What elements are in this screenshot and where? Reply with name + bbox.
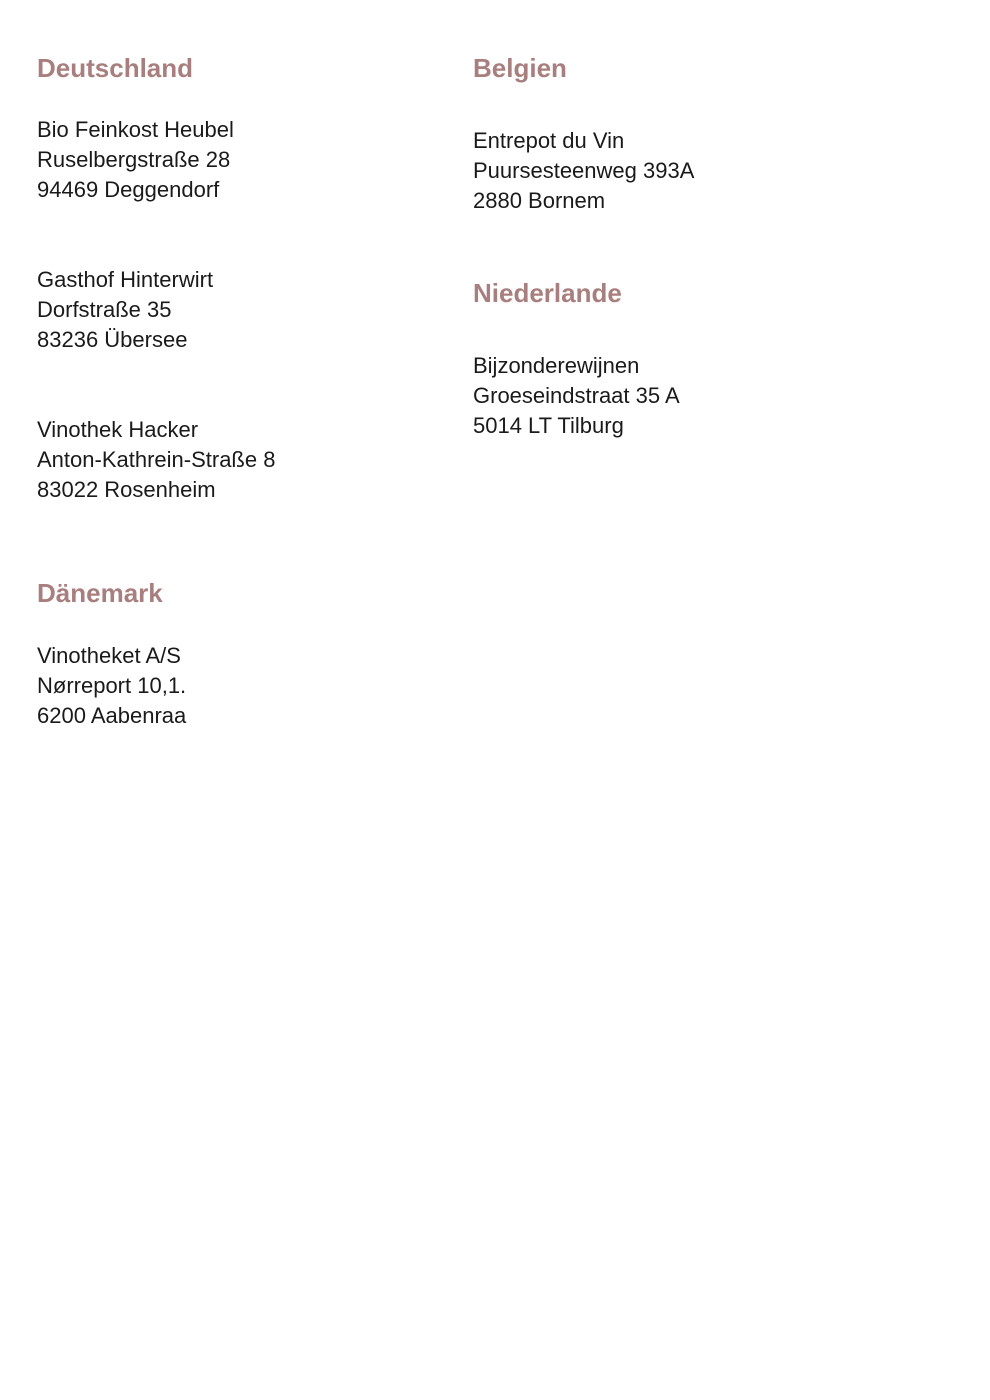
address-city: 83236 Übersee <box>37 327 188 352</box>
address-street: Nørreport 10,1. <box>37 673 187 698</box>
address-name: Gasthof Hinterwirt <box>37 267 214 292</box>
address-street: Anton-Kathrein-Straße 8 <box>37 447 276 472</box>
heading-daenemark: Dänemark <box>37 578 163 608</box>
address-name: Vinotheket A/S <box>37 643 181 668</box>
address-name: Entrepot du Vin <box>473 128 625 153</box>
address-street: Ruselbergstraße 28 <box>37 147 231 172</box>
heading-niederlande: Niederlande <box>473 278 622 308</box>
address-block <box>473 126 694 216</box>
address-name: Bio Feinkost Heubel <box>37 117 234 142</box>
address-street: Groeseindstraat 35 A <box>473 383 680 408</box>
address-city: 83022 Rosenheim <box>37 477 216 502</box>
address-block <box>37 265 213 355</box>
address-block <box>473 351 680 441</box>
address-street: Puursesteenweg 393A <box>473 158 695 183</box>
heading-belgien: Belgien <box>473 53 567 83</box>
address-name: Bijzonderewijnen <box>473 353 640 378</box>
address-city: 5014 LT Tilburg <box>473 413 624 438</box>
address-block <box>37 641 186 731</box>
address-city: 6200 Aabenraa <box>37 703 187 728</box>
address-name: Vinothek Hacker <box>37 417 199 442</box>
address-street: Dorfstraße 35 <box>37 297 172 322</box>
address-city: 94469 Deggendorf <box>37 177 220 202</box>
heading-deutschland: Deutschland <box>37 53 194 83</box>
address-city: 2880 Bornem <box>473 188 606 213</box>
address-block <box>37 415 275 505</box>
address-block <box>37 115 234 205</box>
